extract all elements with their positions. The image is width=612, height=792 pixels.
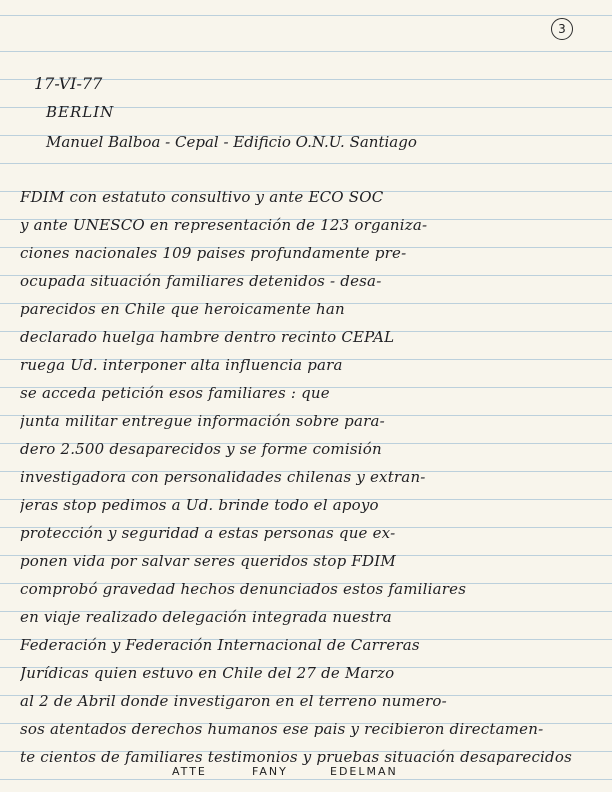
body-line: comprobó gravedad hechos denunciados estos familiares — [20, 580, 467, 598]
body-line: ciones nacionales 109 paises profundamente pre- — [20, 244, 407, 262]
body-line: ruega Ud. interponer alta influencia para — [20, 356, 343, 374]
body-line: parecidos en Chile que heroicamente han — [20, 300, 345, 318]
body-line: Jurídicas quien estuvo en Chile del 27 de Marzo — [20, 664, 395, 682]
body-line: se acceda petición esos familiares : que — [20, 384, 330, 402]
letter-date: 17-VI-77 — [34, 74, 103, 93]
body-line: Federación y Federación Internacional de Carreras — [20, 636, 420, 654]
body-line: y ante UNESCO en representación de 123 organiza- — [20, 216, 428, 234]
body-line: te cientos de familiares testimonios y pruebas situación desaparecidos — [20, 748, 572, 766]
body-line: junta militar entregue información sobre para- — [20, 412, 385, 430]
body-line: al 2 de Abril donde investigaron en el terreno numero- — [20, 692, 447, 710]
signature-last-name: EDELMAN — [330, 765, 398, 778]
letter-recipient: Manuel Balboa - Cepal - Edificio O.N.U. Santiago — [46, 133, 417, 151]
body-line: protección y seguridad a estas personas que ex- — [20, 524, 396, 542]
body-line: jeras stop pedimos a Ud. brinde todo el apoyo — [20, 496, 379, 514]
signature-closing: ATTE — [172, 765, 207, 778]
signature-first-name: FANY — [252, 765, 288, 778]
body-line: investigadora con personalidades chilenas y extran- — [20, 468, 426, 486]
letter-city: BERLIN — [46, 103, 115, 121]
page-number-circle: 3 — [551, 18, 573, 40]
body-line: ocupada situación familiares detenidos - desa- — [20, 272, 382, 290]
body-line: declarado huelga hambre dentro recinto CEPAL — [20, 328, 395, 346]
body-line: sos atentados derechos humanos ese pais y recibieron directamen- — [20, 720, 544, 738]
body-line: en viaje realizado delegación integrada nuestra — [20, 608, 392, 626]
body-line: dero 2.500 desaparecidos y se forme comisión — [20, 440, 382, 458]
body-line: FDIM con estatuto consultivo y ante ECO SOC — [20, 188, 384, 206]
body-line: ponen vida por salvar seres queridos stop FDIM — [20, 552, 396, 570]
